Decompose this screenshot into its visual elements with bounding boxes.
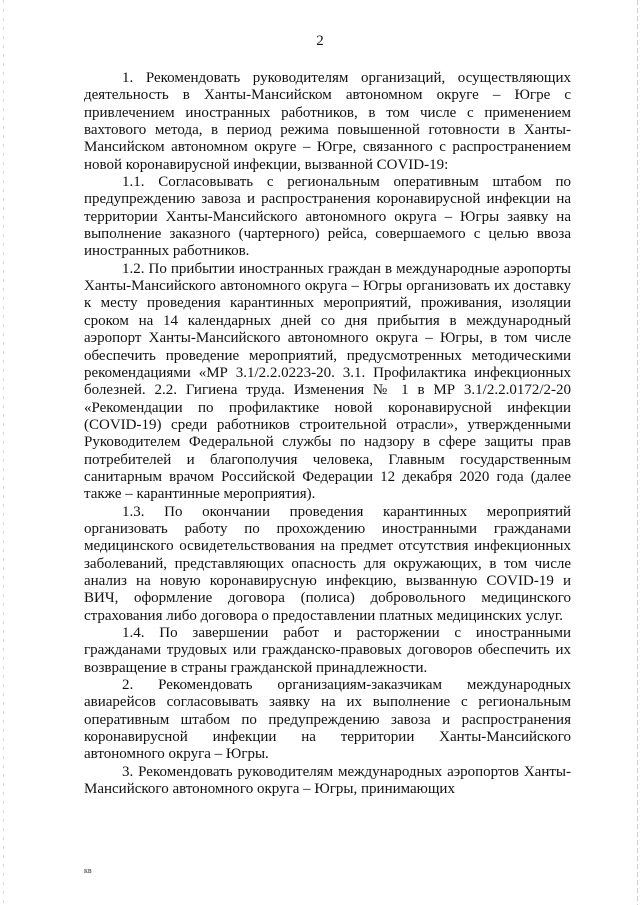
- paragraph-1-1: 1.1. Согласовывать с региональным оперативным штабом по предупреждению завоза и распространения коронавирусной инфекции на территории Ханты-Мансийского автономного округа – Югры заявку на выполнение заказного (чартерного) рейса, совершаемого с целью ввоза иностранных работников.: [84, 174, 571, 260]
- footer-mark: кв: [84, 866, 92, 875]
- page-number: 2: [316, 33, 324, 49]
- paragraph-1: 1. Рекомендовать руководителям организаций, осуществляющих деятельность в Ханты-Мансийском автономном округе – Югре с привлечением иностранных работников, в том числе с применением вахтового метода, в период режима повышенной готовности в Ханты-Мансийском автономном округе – Югре, связанного с распространением новой коронавирусной инфекции, вызванной COVID-19:: [84, 70, 571, 173]
- scan-edge-left: [3, 0, 4, 905]
- paragraph-1-3: 1.3. По окончании проведения карантинных мероприятий организовать работу по прохождению иностранными гражданами медицинского освидетельствования на предмет отсутствия инфекционных заболеваний, представляющих опасность для окружающих, в том числе анализ на новую коронавирусную инфекцию, вызванную COVID-19 и ВИЧ, оформление договора (полиса) добровольного медицинского страхования либо договора о предоставлении платных медицинских услуг.: [84, 503, 571, 624]
- paragraph-1-4: 1.4. По завершении работ и расторжении с иностранными гражданами трудовых или гражданско-правовых договоров обеспечить их возвращение в страны гражданской принадлежности.: [84, 625, 571, 676]
- paragraph-2: 2. Рекомендовать организациям-заказчикам международных авиарейсов согласовывать заявку на их выполнение с региональным оперативным штабом по предупреждению завоза и распространения коронавирусной инфекции на территории Ханты-Мансийского автономного округа – Югры.: [84, 677, 571, 763]
- paragraph-1-2: 1.2. По прибытии иностранных граждан в международные аэропорты Ханты-Мансийского автономного округа – Югры организовать их доставку к месту проведения карантинных мероприятий, проживания, изоляции сроком на 14 календарных дней со дня прибытия в международный аэропорт Ханты-Мансийского автономного округа – Югры, в том числе обеспечить проведение мероприятий, предусмотренных методическими рекомендациями «МР 3.1/2.2.0223-20. 3.1. Профилактика инфекционных болезней. 2.2. Гигиена труда. Изменения № 1 в МР 3.1/2.2.0172/2-20 «Рекомендации по профилактике новой коронавирусной инфекции (COVID-19) среди работников строительной отрасли», утвержденными Руководителем Федеральной службы по надзору в сфере защиты прав потребителей и благополучия человека, Главным государственным санитарным врачом Российской Федерации 12 декабря 2020 года (далее также – карантинные мероприятия).: [84, 260, 571, 503]
- document-body: [84, 70, 571, 798]
- paragraph-3: 3. Рекомендовать руководителям международных аэропортов Ханты-Мансийского автономного округа – Югры, принимающих: [84, 763, 571, 798]
- scan-edge-right: [637, 0, 638, 905]
